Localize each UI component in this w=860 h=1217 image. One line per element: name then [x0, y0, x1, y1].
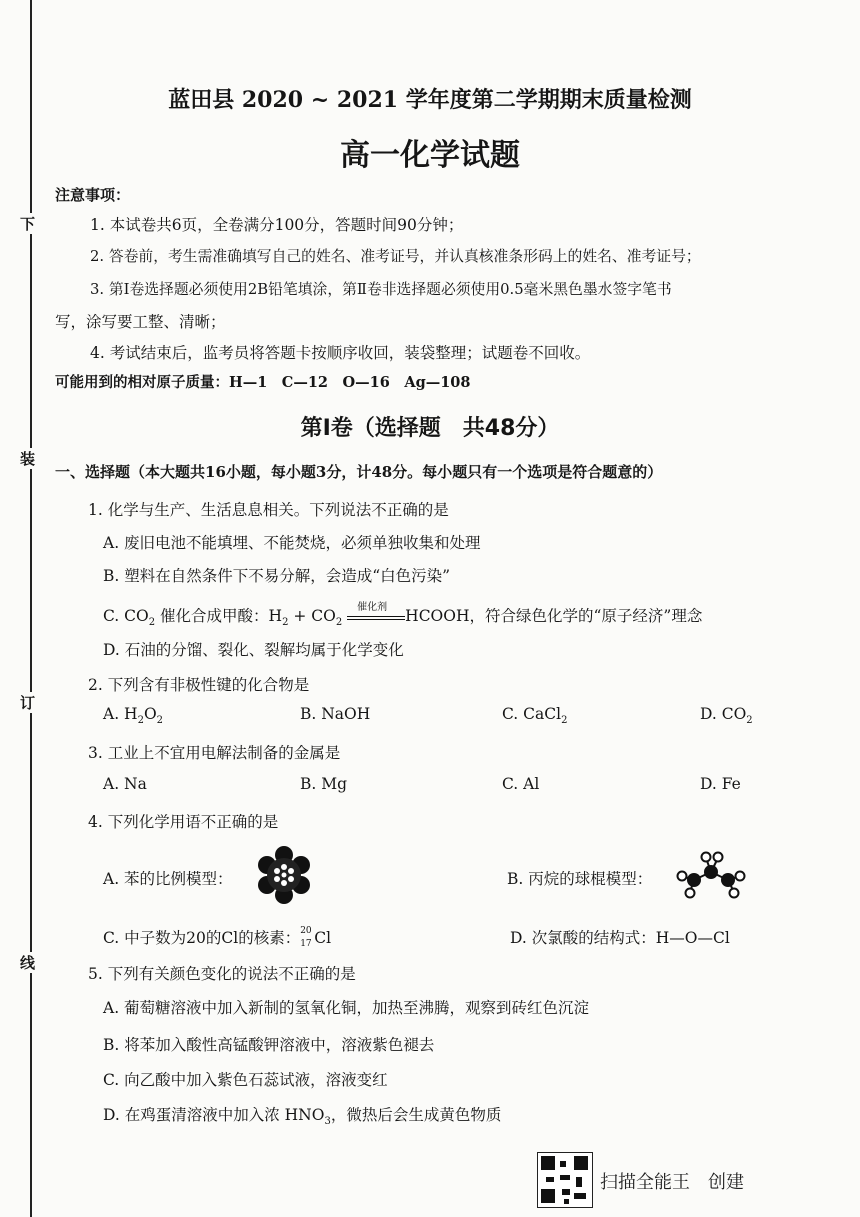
q1-option-d: D. 石油的分馏、裂化、裂解均属于化学变化: [103, 641, 404, 659]
q5-option-a: A. 葡萄糖溶液中加入新制的氢氧化铜，加热至沸腾，观察到砖红色沉淀: [103, 999, 590, 1017]
notice-item-4: 4. 考试结束后，监考员将答题卡按顺序收回，装袋整理；试题卷不回收。: [90, 344, 591, 362]
binding-line: [30, 0, 32, 1217]
notice-item-1: 1. 本试卷共6页，全卷满分100分，答题时间90分钟；: [90, 216, 464, 234]
notice-item-2: 2. 答卷前，考生需准确填写自己的姓名、准考证号，并认真核准条形码上的姓名、准考证号；: [90, 248, 701, 265]
q1-option-b: B. 塑料在自然条件下不易分解，会造成“白色污染”: [103, 567, 451, 585]
notice-item-3-cont: 写，涂写要工整、清晰；: [55, 313, 226, 331]
notice-item-3: 3. 第Ⅰ卷选择题必须使用2B铅笔填涂，第Ⅱ卷非选择题必须使用0.5毫米黑色墨水签字笔书: [90, 281, 672, 298]
nuclide-atomic-number: 17: [300, 939, 312, 949]
notice-heading: 注意事项：: [55, 186, 131, 204]
qr-code-icon: [537, 1152, 593, 1208]
q1-c-pre: C. CO: [103, 607, 149, 625]
q5-option-c: C. 向乙酸中加入紫色石蕊试液，溶液变红: [103, 1071, 388, 1089]
q1-stem: 1. 化学与生产、生活息息相关。下列说法不正确的是: [88, 501, 449, 519]
nuclide-notation: [300, 926, 314, 949]
binding-char-ding: 订: [20, 694, 36, 712]
q4-option-b: B. 丙烷的球棍模型：: [507, 870, 653, 888]
q1-c-mid1: 催化合成甲酸：H: [155, 607, 283, 625]
q1-c-post: HCOOH，符合绿色化学的“原子经济”理念: [405, 607, 703, 625]
q3-option-c: C. Al: [502, 775, 540, 793]
nuclide-mass-number: 20: [300, 926, 312, 936]
q5-option-b: B. 将苯加入酸性高锰酸钾溶液中，溶液紫色褪去: [103, 1036, 435, 1054]
q4-option-a: A. 苯的比例模型：: [103, 870, 233, 888]
q1-c-mid2: + CO: [288, 607, 336, 625]
q4-option-d: D. 次氯酸的结构式：H—O—Cl: [510, 929, 730, 947]
q2-option-c: C. CaCl$_2$: [502, 705, 568, 727]
q1-catalyst-label: 催化剂: [357, 602, 388, 613]
atomic-masses: 可能用到的相对原子质量：H—1 C—12 O—16 Ag—108: [55, 374, 471, 391]
q3-option-a: A. Na: [103, 775, 147, 793]
q4-option-c: C. 中子数为20的Cl的核素： 20 17 Cl: [103, 926, 332, 949]
q5-option-d: D. 在鸡蛋清溶液中加入浓 $HNO_3$，微热后会生成黄色物质: [103, 1106, 502, 1128]
q1-catalyst-arrow: [347, 602, 405, 624]
q4-stem: 4. 下列化学用语不正确的是: [88, 813, 279, 831]
binding-char-xia: 下: [20, 215, 36, 233]
scanner-watermark: 扫描全能王 创建: [600, 1172, 744, 1193]
q3-stem: 3. 工业上不宜用电解法制备的金属是: [88, 744, 341, 762]
q1-option-a: A. 废旧电池不能填埋、不能焚烧，必须单独收集和处理: [103, 534, 481, 552]
exam-title: 蓝田县 2020 ~ 2021 学年度第二学期期末质量检测: [168, 87, 692, 113]
q5-stem: 5. 下列有关颜色变化的说法不正确的是: [88, 965, 356, 983]
binding-char-zhuang: 装: [20, 450, 36, 468]
q2-stem: 2. 下列含有非极性键的化合物是: [88, 676, 310, 694]
section-instruction: 一、选择题（本大题共16小题，每小题3分，计48分。每小题只有一个选项是符合题意的）: [55, 463, 663, 481]
section-title: 第Ⅰ卷（选择题 共48分）: [300, 416, 560, 441]
q1-option-c: C. $CO_2$ 催化合成甲酸：$H_2 + CO_2$ 催化剂 HCOOH，符合绿色化学的“原子经济”理念: [103, 604, 702, 628]
benzene-space-filling-model-icon: [255, 846, 313, 904]
q2-option-d: D. $CO_2$: [700, 705, 753, 727]
q3-option-d: D. Fe: [700, 775, 741, 793]
subject-title: 高一化学试题: [340, 138, 520, 173]
q3-option-b: B. Mg: [300, 775, 348, 793]
binding-char-xian: 线: [20, 954, 36, 972]
q2-option-a: A. $H_2O_2$: [103, 705, 164, 727]
propane-ball-stick-model-icon: [676, 850, 746, 900]
q2-option-b: B. NaOH: [300, 705, 371, 723]
